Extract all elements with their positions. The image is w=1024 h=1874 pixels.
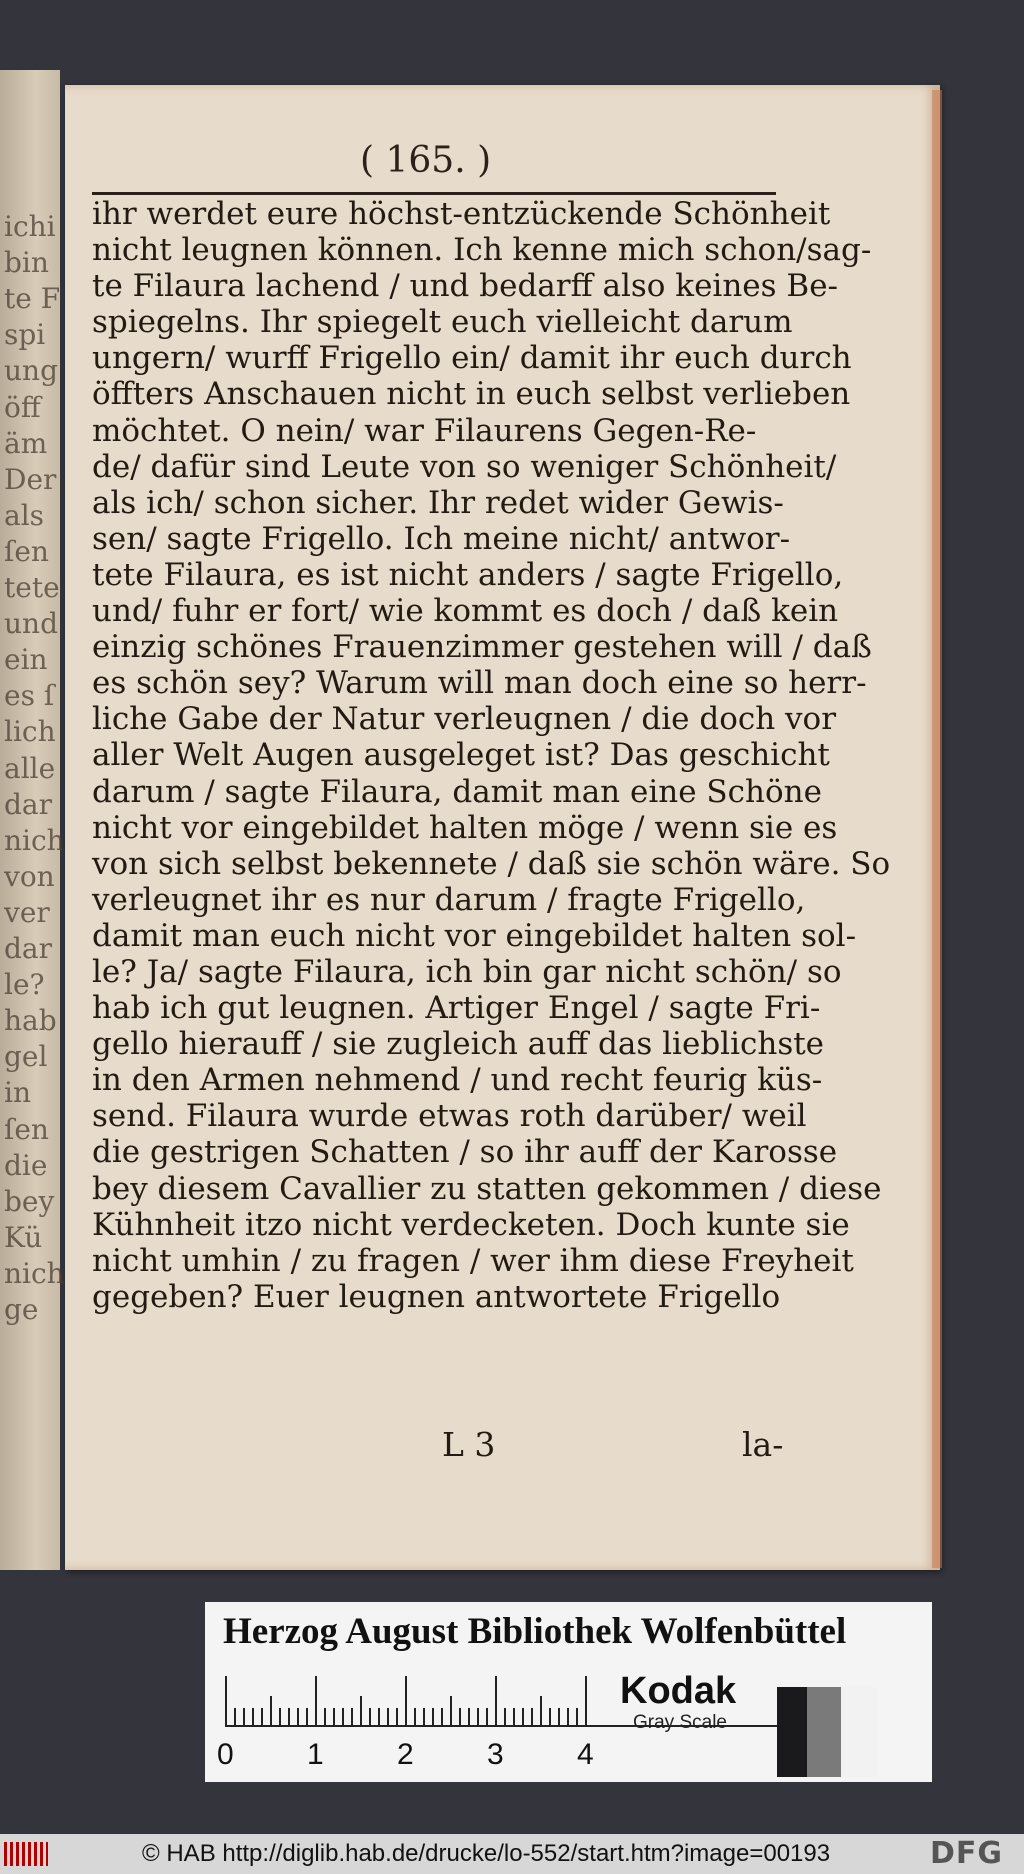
text-line: sen/ sagte Frigello. Ich meine nicht/ antwor- (92, 520, 791, 557)
ruler-tick (252, 1708, 254, 1726)
ruler-tick (522, 1708, 524, 1726)
text-line: spiegelns. Ihr spiegelt euch vielleicht darum (92, 304, 793, 341)
prev-page-fragment: Kü (4, 1220, 43, 1254)
gray-swatch-mid (807, 1687, 841, 1777)
prev-page-fragment: nich (4, 1256, 65, 1290)
scale-label-2: 2 (397, 1738, 414, 1771)
ruler-tick (306, 1708, 308, 1726)
text-line: und/ fuhr er fort/ wie kommt es doch / daß kein (92, 593, 839, 630)
text-line: in den Armen nehmend / und recht feurig küs- (92, 1062, 823, 1099)
ruler-tick (315, 1676, 317, 1726)
text-line: gegeben? Euer leugnen antwortete Frigello (92, 1278, 781, 1315)
ruler-tick (459, 1708, 461, 1726)
ruler-tick (396, 1708, 398, 1726)
ruler-tick (513, 1708, 515, 1726)
barcode-icon (4, 1842, 48, 1866)
text-line: öffters Anschauen nicht in euch selbst verlieben (92, 376, 851, 413)
scale-label-3: 3 (487, 1738, 504, 1771)
page-number: ( 165. ) (360, 140, 492, 181)
prev-page-fragment: te F (4, 282, 61, 316)
ruler-tick (387, 1708, 389, 1726)
ruler-tick (243, 1708, 245, 1726)
ruler-tick (279, 1708, 281, 1726)
ruler-tick (261, 1708, 263, 1726)
ruler-tick (495, 1676, 497, 1726)
text-line: nicht umhin / zu fragen / wer ihm diese Freyheit (92, 1242, 854, 1279)
ruler-tick (549, 1708, 551, 1726)
ruler-tick (558, 1708, 560, 1726)
ruler-tick (567, 1708, 569, 1726)
text-line: die gestrigen Schatten / so ihr auff der Karosse (92, 1134, 838, 1171)
ruler-tick (441, 1708, 443, 1726)
ruler-tick (324, 1708, 326, 1726)
text-line: liche Gabe der Natur verleugnen / die doch vor (92, 701, 837, 738)
text-line: als ich/ schon sicher. Ihr redet wider Gewis- (92, 484, 784, 521)
prev-page-fragment: äm (4, 426, 48, 460)
ruler-tick (333, 1708, 335, 1726)
library-name: Herzog August Bibliothek Wolfenbüttel (223, 1611, 847, 1652)
color-target-card (205, 1602, 932, 1782)
prev-page-fragment: alle (4, 751, 56, 785)
text-line: nicht leugnen können. Ich kenne mich schon/sag- (92, 232, 872, 269)
prev-page-fragment: es ſ (4, 679, 55, 713)
ruler-tick (450, 1696, 452, 1726)
text-line: damit man euch nicht vor eingebildet halten sol- (92, 917, 857, 954)
prev-page-fragment: die (4, 1148, 48, 1182)
ruler-tick (297, 1708, 299, 1726)
text-line: darum / sagte Filaura, damit man eine Schöne (92, 773, 822, 810)
ruler-tick (378, 1708, 380, 1726)
prev-page-fragment: als (4, 498, 45, 532)
ruler-tick (531, 1708, 533, 1726)
prev-page-fragment: nich (4, 823, 65, 857)
prev-page-fragment: dar (4, 787, 53, 821)
text-line: nicht vor eingebildet halten möge / wenn sie es (92, 809, 838, 846)
ruler-tick (477, 1708, 479, 1726)
prev-page-fragment: von (4, 859, 55, 893)
prev-page-fragment: ge (4, 1293, 39, 1326)
prev-page-fragment: ichi (4, 210, 56, 243)
scale-label-0: 0 (217, 1738, 234, 1771)
footer-copyright: © HAB http://diglib.hab.de/drucke/lo-552/start.htm?image=00193 (142, 1840, 831, 1867)
ruler-tick (576, 1708, 578, 1726)
header-rule (92, 192, 776, 195)
prev-page-fragment: ung (4, 354, 58, 388)
text-line: ungern/ wurff Frigello ein/ damit ihr euch durch (92, 340, 852, 377)
text-line: send. Filaura wurde etwas roth darüber/ weil (92, 1098, 807, 1135)
prev-page-fragment: tete (4, 571, 60, 604)
text-line: es schön sey? Warum will man doch eine so herr- (92, 665, 867, 702)
footer-bar (0, 1834, 1024, 1874)
prev-page-fragment: hab (4, 1004, 57, 1038)
scale-label-1: 1 (307, 1738, 324, 1771)
ruler-tick (540, 1696, 542, 1726)
previous-page-edge (0, 70, 65, 1570)
ruler-tick (225, 1676, 227, 1726)
prev-page-fragment: ſen (4, 1112, 49, 1146)
text-line: te Filaura lachend / und bedarff also keines Be- (92, 268, 839, 305)
text-line: tete Filaura, es ist nicht anders / sagte Frigello, (92, 556, 844, 593)
scale-label-4: 4 (577, 1738, 594, 1771)
prev-page-fragment: gel (4, 1040, 48, 1074)
signature-mark: L 3 (442, 1425, 496, 1464)
text-line: le? Ja/ sagte Filaura, ich bin gar nicht schön/ so (92, 953, 842, 990)
text-line: de/ dafür sind Leute von so weniger Schönheit/ (92, 448, 837, 485)
ruler-tick (288, 1708, 290, 1726)
text-line: möchtet. O nein/ war Filaurens Gegen-Re- (92, 412, 757, 449)
text-line: von sich selbst bekennete / daß sie schön wäre. So (92, 845, 891, 882)
text-line: bey diesem Cavallier zu statten gekommen / diese (92, 1170, 882, 1207)
ruler-tick (414, 1708, 416, 1726)
prev-page-fragment: in (4, 1076, 31, 1110)
ruler-tick (486, 1708, 488, 1726)
prev-page-fragment: lich (4, 715, 56, 749)
gray-swatch-dark (777, 1687, 807, 1777)
prev-page-fragment: öff (4, 390, 41, 424)
prev-page-fragment: Der (4, 462, 57, 496)
ruler-tick (234, 1708, 236, 1726)
prev-page-fragment: ſen (4, 534, 49, 568)
text-line: hab ich gut leugnen. Artiger Engel / sagte Fri- (92, 990, 821, 1027)
prev-page-fragment: bin (4, 246, 49, 280)
catchword: la- (742, 1425, 784, 1464)
text-line: aller Welt Augen ausgeleget ist? Das geschicht (92, 737, 830, 774)
page-body-text (92, 196, 891, 1315)
text-line: einzig schönes Frauenzimmer gestehen will / daß (92, 629, 872, 666)
prev-page-fragment: ver (4, 895, 50, 929)
text-line: gello hierauff / sie zugleich auff das lieblichste (92, 1026, 825, 1063)
text-line: verleugnet ihr es nur darum / fragte Frigello, (92, 881, 806, 918)
ruler-tick (351, 1708, 353, 1726)
ruler-tick (423, 1708, 425, 1726)
prev-page-fragment: ein (4, 643, 48, 677)
prev-page-fragment: le? (4, 968, 45, 1002)
ruler-tick (342, 1708, 344, 1726)
ruler-tick (468, 1708, 470, 1726)
prev-page-fragment: bey (4, 1184, 55, 1218)
ruler-tick (270, 1696, 272, 1726)
ruler-tick (585, 1676, 587, 1726)
ruler-tick (405, 1676, 407, 1726)
prev-page-fragment: und (4, 607, 58, 641)
ruler-tick (504, 1708, 506, 1726)
gray-scale-label: Gray Scale (633, 1712, 727, 1733)
prev-page-fragment: spi (4, 318, 46, 352)
ruler-tick (369, 1708, 371, 1726)
page-edge (932, 90, 942, 1568)
kodak-brand: Kodak (620, 1670, 737, 1712)
dfg-logo: DFG (930, 1836, 1004, 1871)
text-line: Kühnheit itzo nicht verdecketen. Doch kunte sie (92, 1206, 850, 1243)
ruler-tick (360, 1696, 362, 1726)
prev-page-fragment: dar (4, 932, 53, 965)
gray-swatch-light (841, 1687, 877, 1777)
ruler-tick (432, 1708, 434, 1726)
text-line: ihr werdet eure höchst-entzückende Schönheit (92, 196, 831, 232)
